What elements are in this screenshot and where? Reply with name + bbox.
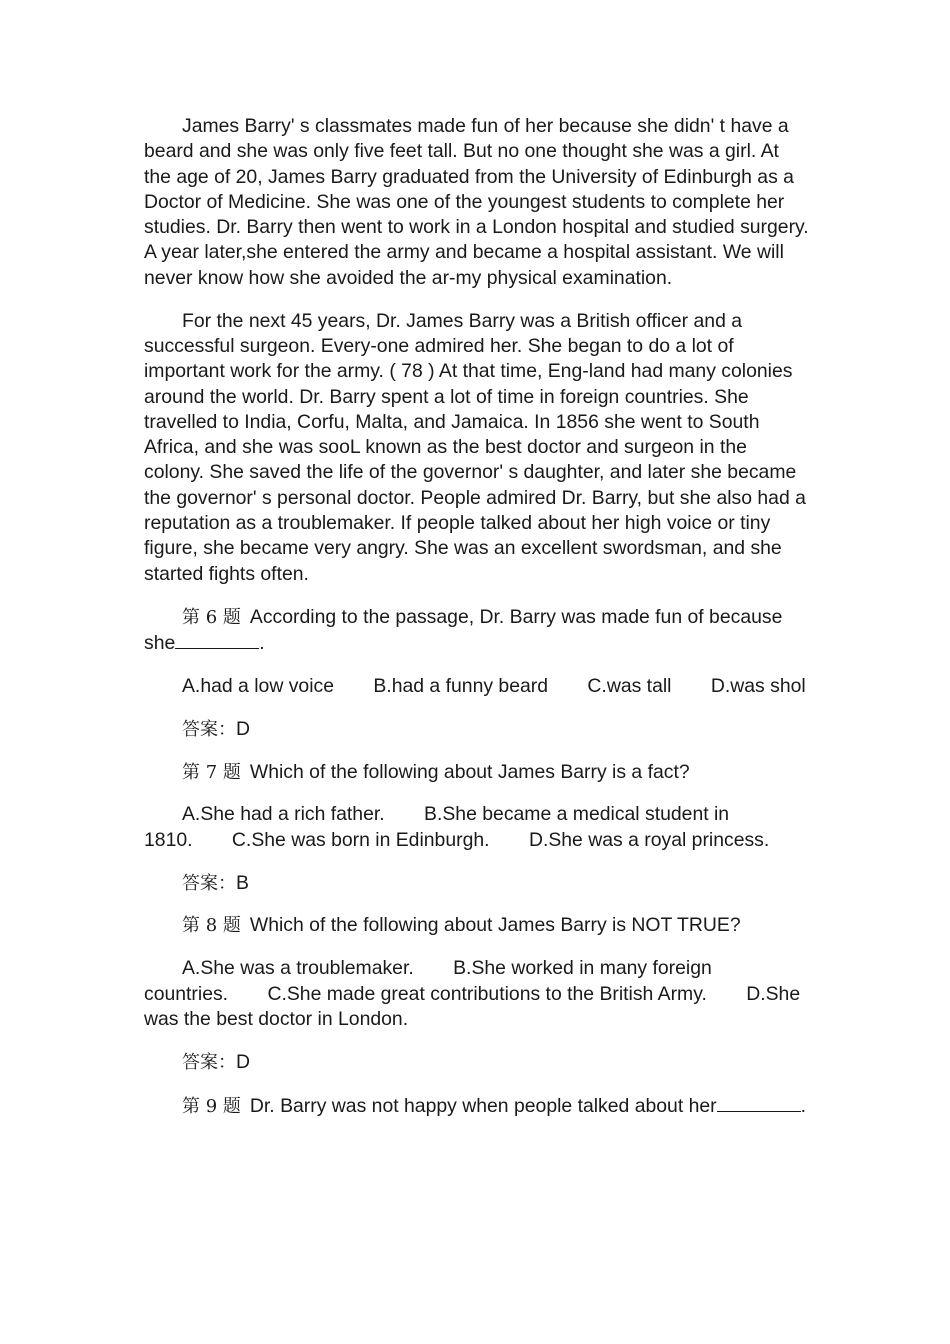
option-d: D.She was the best doctor in London. [144, 982, 801, 1030]
answer-value: D [236, 717, 251, 740]
question-8-options [144, 956, 809, 1032]
option-a: A.had a low voice [182, 674, 334, 697]
answer-blank [175, 630, 259, 649]
question-number: 第 7 题 [182, 761, 241, 783]
option-d: D.She was a royal princess. [528, 828, 770, 851]
question-7 [144, 760, 809, 785]
option-c: C.She made great contributions to the British Army. [267, 982, 707, 1005]
document-page [144, 114, 809, 1137]
answer-label: 答案： [182, 718, 236, 740]
option-b: B.She became a medical student in 1810. [144, 803, 730, 851]
option-b: B.had a funny beard [373, 674, 549, 697]
answer-label: 答案： [182, 872, 236, 894]
passage-paragraph-2: For the next 45 years, Dr. James Barry was a British officer and a successful surgeon. Every-one admired her. She began to do a lot of important work for the army. ( 78 ) At that time, Eng-land had many colonies around the world. Dr. Barry spent a lot of time in foreign countries. She travelled to India, Corfu, Malta, and Jamaica. In 1856 she went to South Africa, and she was sooL known as the best doctor and surgeon in the colony. She saved the life of the governor' s daughter, and later she became the governor' s personal doctor. People admired Dr. Barry, but she also had a reputation as a troublemaker. If people talked about her high voice or tiny figure, she became very angry. She was an excellent swordsman, and she started fights often. [144, 309, 806, 585]
question-7-answer [144, 871, 809, 896]
question-number: 第 6 题 [182, 606, 241, 628]
question-stem: Which of the following about James Barry is NOT TRUE? [249, 914, 741, 937]
option-d: D.was shol [710, 674, 806, 697]
answer-value: B [236, 871, 249, 894]
question-9 [144, 1093, 809, 1119]
question-8-answer [144, 1050, 809, 1075]
question-6-options [144, 674, 809, 699]
question-stem: Which of the following about James Barry is a fact? [249, 760, 690, 783]
question-stem: According to the passage, Dr. Barry was made fun of because she [144, 605, 783, 654]
question-8 [144, 913, 809, 938]
answer-blank [717, 1093, 801, 1112]
question-stem: Dr. Barry was not happy when people talked about her [249, 1094, 717, 1117]
question-6-answer [144, 717, 809, 742]
question-number: 第 8 题 [182, 915, 241, 937]
answer-value: D [236, 1050, 251, 1073]
option-c: C.was tall [587, 674, 672, 697]
question-stem-end: . [800, 1094, 807, 1117]
option-a: A.She had a rich father. [182, 803, 385, 826]
question-6 [144, 605, 809, 657]
question-stem-end: . [259, 631, 265, 654]
question-7-options [144, 802, 809, 853]
passage-paragraph-1: James Barry' s classmates made fun of her because she didn' t have a beard and she was only five feet tall. But no one thought she was a girl. At the age of 20, James Barry graduated from the University of Edinburgh as a Doctor of Medicine. She was one of the youngest students to complete her studies. Dr. Barry then went to work in a London hospital and studied surgery. A year later,she entered the army and became a hospital assistant. We will never know how she avoided the ar-my physical examination. [144, 115, 809, 289]
option-c: C.She was born in Edinburgh. [231, 828, 490, 851]
question-number: 第 9 题 [182, 1095, 241, 1117]
answer-label: 答案： [182, 1051, 236, 1073]
option-b: B.She worked in many foreign countries. [144, 957, 712, 1005]
option-a: A.She was a troublemaker. [182, 957, 414, 980]
